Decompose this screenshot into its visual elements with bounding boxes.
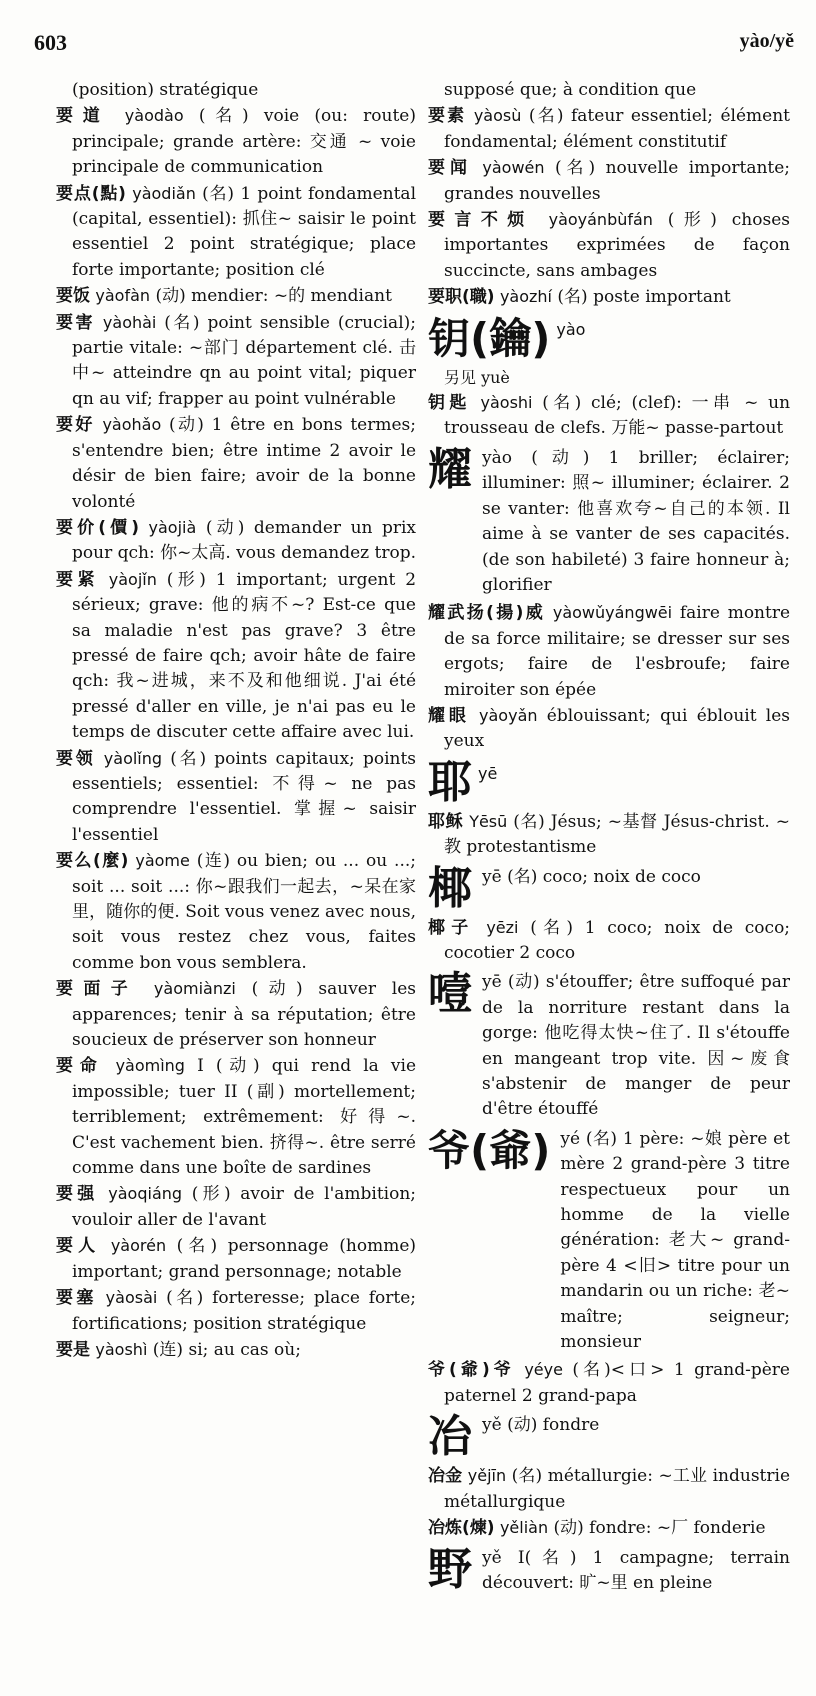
definition: (名) personnage (homme) important; grand personnage; notable <box>72 1236 417 1282</box>
entry-yaoyan <box>428 703 790 755</box>
headword: 要道 <box>56 106 110 127</box>
entry-yaoshi-key <box>428 390 790 442</box>
definition: (名) points capitaux; points essentiels; essentiel: 不得~ ne pas comprendre l'essentiel. 掌握~ saisir l'essentiel <box>72 748 417 845</box>
big-character: 野 <box>428 1543 472 1595</box>
definition: yě (动) fondre <box>482 1415 600 1436</box>
definition: (动) demander un prix pour qch: 你~太高. vous demandez trop. <box>72 517 417 564</box>
entry-yaodian <box>56 181 416 284</box>
headword: 要么(麼) <box>56 851 129 872</box>
entry-yaoshi <box>56 1337 416 1363</box>
char-entry-ye-coco <box>428 862 790 914</box>
pinyin: yàoqiáng <box>108 1184 183 1204</box>
headword: 钥匙 <box>428 393 471 414</box>
entry-yaoming <box>56 1053 416 1181</box>
pinyin: yàodiǎn <box>132 183 196 203</box>
definition: (名) point sensible (crucial); partie vitale: ~部门 département clé. 击中~ atteindre qn au point vital; piquer qn au vif; frapper au point vulnérable <box>72 312 416 409</box>
entry-yaodao <box>56 103 416 180</box>
pinyin: yàosài <box>105 1288 158 1308</box>
headword: 要强 <box>56 1184 99 1205</box>
pinyin: yàowǔyángwēi <box>552 603 673 623</box>
entry-yaoqiang <box>56 1181 416 1233</box>
pinyin: yàosù <box>473 106 522 126</box>
pinyin: yàodào <box>124 106 184 126</box>
entry-yaoren <box>56 1233 416 1285</box>
headword: 要领 <box>56 748 96 769</box>
entry-yesu <box>428 809 790 861</box>
entry-yaowuyangwei <box>428 600 790 703</box>
running-head: yào/yě <box>739 30 794 52</box>
definition: I (动) qui rend la vie impossible; tuer II (副) mortellement; terriblement; extrêmement: 好得~. C'est vachement bien. 挤得~. être serré comme dans une boîte de sardines <box>72 1056 417 1179</box>
headword: 耀武扬(揚)威 <box>428 603 546 624</box>
pinyin: yàome <box>135 851 190 871</box>
definition: (形) choses importantes exprimées de façon succincte, sans ambages <box>444 210 790 281</box>
pinyin: yàofàn <box>95 286 151 306</box>
definition: (形) 1 important; urgent 2 sérieux; grave: 他的病不~? Est-ce que sa maladie n'est pas grave? 3 être pressé de faire qch; avoir hâte de faire qch: 我~进城，来不及和他细说. J'ai été pressé d'aller en ville, je n'ai pas eu le temps de discuter cette affaire avec lui. <box>72 569 417 743</box>
big-character: 冶 <box>428 1411 472 1463</box>
definition: (名) forteresse; place forte; fortifications; position stratégique <box>72 1288 417 1334</box>
pinyin: yàozhí <box>499 287 552 307</box>
entry-yaofan <box>56 283 416 309</box>
pinyin: yàoshi <box>480 393 533 413</box>
pinyin: yàojǐn <box>108 569 157 589</box>
pinyin: yàohǎo <box>102 415 162 435</box>
pinyin: yàohài <box>102 312 157 332</box>
big-character: 耀 <box>428 443 472 495</box>
headword: 要素 <box>428 106 467 127</box>
pinyin: yàojià <box>148 517 197 537</box>
pinyin: yē <box>478 763 498 783</box>
pinyin: yéye <box>524 1360 563 1380</box>
pinyin: Yēsū <box>469 811 508 831</box>
headword: 要好 <box>56 415 95 436</box>
definition: yě I(名) 1 campagne; terrain découvert: 旷~里 en pleine <box>482 1547 790 1593</box>
definition: (动) 1 être en bons termes; s'entendre bien; être intime 2 avoir le désir de bien faire; avoir de la bonne volonté <box>72 415 416 512</box>
big-character: 椰 <box>428 862 472 914</box>
headword: 要闻 <box>428 158 472 179</box>
pinyin: yàomìng <box>115 1056 185 1076</box>
definition: faire montre de sa force militaire; se dresser sur ses ergots; faire de l'esbroufe; faire miroiter son épée <box>444 603 791 700</box>
pinyin: yàoyánbùfán <box>548 210 653 230</box>
entry-yaozhi <box>428 284 790 310</box>
headword: 要价(價) <box>56 517 139 538</box>
headword: 爷(爺)爷 <box>428 1360 515 1381</box>
definition: (动) fondre: ~厂 fonderie <box>553 1518 766 1539</box>
definition: yē (名) coco; noix de coco <box>482 866 701 887</box>
headword: 要点(點) <box>56 183 126 204</box>
char-entry-yao-shine <box>428 443 790 598</box>
entry-yeye <box>428 1357 790 1409</box>
headword: 要塞 <box>56 1288 97 1309</box>
definition: (名) clé; (clef): 一串 ~ un trousseau de clefs. 万能~ passe-partout <box>444 393 791 439</box>
char-entry-ye-choke <box>428 970 790 1122</box>
headword: 要面子 <box>56 979 139 1000</box>
entry-yaojin <box>56 567 416 746</box>
headword: 冶金 <box>428 1466 463 1487</box>
page-number: 603 <box>34 30 67 55</box>
char-entry-ye-smelt <box>428 1413 790 1461</box>
definition: yào (动) 1 briller; éclairer; illuminer: 照~ illuminer; éclairer. 2 se vanter: 他喜欢夸~自己的本领. Il aime à se vanter de ses capacités. (de son habileté) 3 faire honneur à; glorifier <box>482 447 790 595</box>
entry-yaoling <box>56 746 416 849</box>
definition: (动) sauver les apparences; tenir à sa réputation; être soucieux de préserver son honneur <box>72 979 416 1051</box>
entry-yejin <box>428 1463 790 1515</box>
big-character: 钥(鑰) <box>428 313 551 363</box>
entry-yaoyanbufan <box>428 207 790 284</box>
pinyin: yēzi <box>486 917 519 937</box>
headword: 要紧 <box>56 569 99 590</box>
pinyin: yàorén <box>110 1236 167 1256</box>
definition: yē (动) s'étouffer; être suffoqué par de la norriture restant dans la gorge: 他吃得太快~住了. Il s'étouffe en mangeant trop vite. 因~废食 s'abstenir de manger de peur d'être étouffé <box>482 972 790 1120</box>
entry-yaowen <box>428 155 790 207</box>
headword: 要职(職) <box>428 287 495 308</box>
char-entry-ye-wild <box>428 1543 790 1597</box>
entry-yaome <box>56 848 416 976</box>
definition: (名) Jésus; ~基督 Jésus-christ. ~教 protestantisme <box>444 811 790 858</box>
definition: (连) ou bien; ou ... ou ...; soit ... soit ...: 你~跟我们一起去，~呆在家里，随你的便. Soit vous venez avec nous, soit vous restez chez vous, faites comme bon vous semblera. <box>72 851 417 973</box>
entry-yaosu <box>428 103 790 155</box>
headword: 耶稣 <box>428 811 464 832</box>
entry-yezi <box>428 915 790 967</box>
entry-yaohao <box>56 412 416 515</box>
pinyin: yàoyǎn <box>479 705 538 725</box>
headword: 要言不烦 <box>428 210 534 231</box>
big-character: 噎 <box>428 968 472 1020</box>
definition: (名)<口> 1 grand-père paternel 2 grand-papa <box>444 1360 790 1406</box>
pinyin: yàomiànzi <box>153 979 236 999</box>
definition: (名) métallurgie: ~工业 industrie métallurgique <box>444 1466 791 1512</box>
cross-reference: 另见 yuè <box>444 367 510 387</box>
pinyin: yàolǐng <box>103 748 163 768</box>
headword: 椰子 <box>428 917 475 938</box>
char-entry-ye-jesus <box>428 756 790 808</box>
big-character: 爷(爺) <box>428 1125 551 1175</box>
definition: (名) poste important <box>557 287 731 308</box>
entry-yaohai <box>56 310 416 413</box>
left-column <box>56 78 416 1363</box>
continuation-text: (position) stratégique <box>72 80 259 100</box>
headword: 要人 <box>56 1236 101 1257</box>
definition: (名) nouvelle importante; grandes nouvelles <box>444 158 791 204</box>
headword: 要命 <box>56 1056 104 1077</box>
definition: (名) fateur essentiel; élément fondamental; élément constitutif <box>444 106 791 152</box>
headword: 要害 <box>56 312 96 333</box>
big-character: 耶 <box>428 756 472 808</box>
definition: (名) voie (ou: route) principale; grande artère: 交通 ~ voie principale de communication <box>72 106 416 178</box>
continuation-text: supposé que; à condition que <box>444 80 697 100</box>
pinyin: yàowén <box>482 158 545 178</box>
char-entry-ye-father <box>428 1127 790 1356</box>
pinyin: yějīn <box>467 1466 507 1486</box>
definition: éblouissant; qui éblouit les yeux <box>444 705 791 752</box>
pinyin: yěliàn <box>499 1518 549 1538</box>
entry-yelian <box>428 1515 790 1541</box>
definition: (连) si; au cas où; <box>152 1339 301 1360</box>
definition: (名) 1 point fondamental (capital, essentiel): 抓住~ saisir le point essentiel 2 point stratégique; place forte importante; position clé <box>72 183 417 280</box>
entry-yaomianzi <box>56 976 416 1053</box>
char-entry-yao-key <box>428 315 790 363</box>
definition: yé (名) 1 père: ~娘 père et mère 2 grand-père 3 titre respectueux pour un homme de la vielle génération: 老大~ grand-père 4 <旧> titre pour un mandarin ou un riche: 老~ maître; seigneur; monsieur <box>560 1128 790 1353</box>
definition: (形) avoir de l'ambition; vouloir aller de l'avant <box>72 1184 417 1230</box>
headword: 冶炼(煉) <box>428 1518 495 1539</box>
headword: 要是 <box>56 1339 90 1360</box>
headword: 耀眼 <box>428 705 470 726</box>
definition: (动) mendier: ~的 mendiant <box>155 286 392 307</box>
pinyin: yào <box>556 319 586 339</box>
entry-yaojia <box>56 515 416 567</box>
definition: (名) 1 coco; noix de coco; cocotier 2 coco <box>444 917 791 963</box>
entry-yaosai <box>56 1285 416 1337</box>
headword: 要饭 <box>56 286 90 307</box>
pinyin: yàoshì <box>95 1339 148 1359</box>
right-column <box>428 78 790 1598</box>
